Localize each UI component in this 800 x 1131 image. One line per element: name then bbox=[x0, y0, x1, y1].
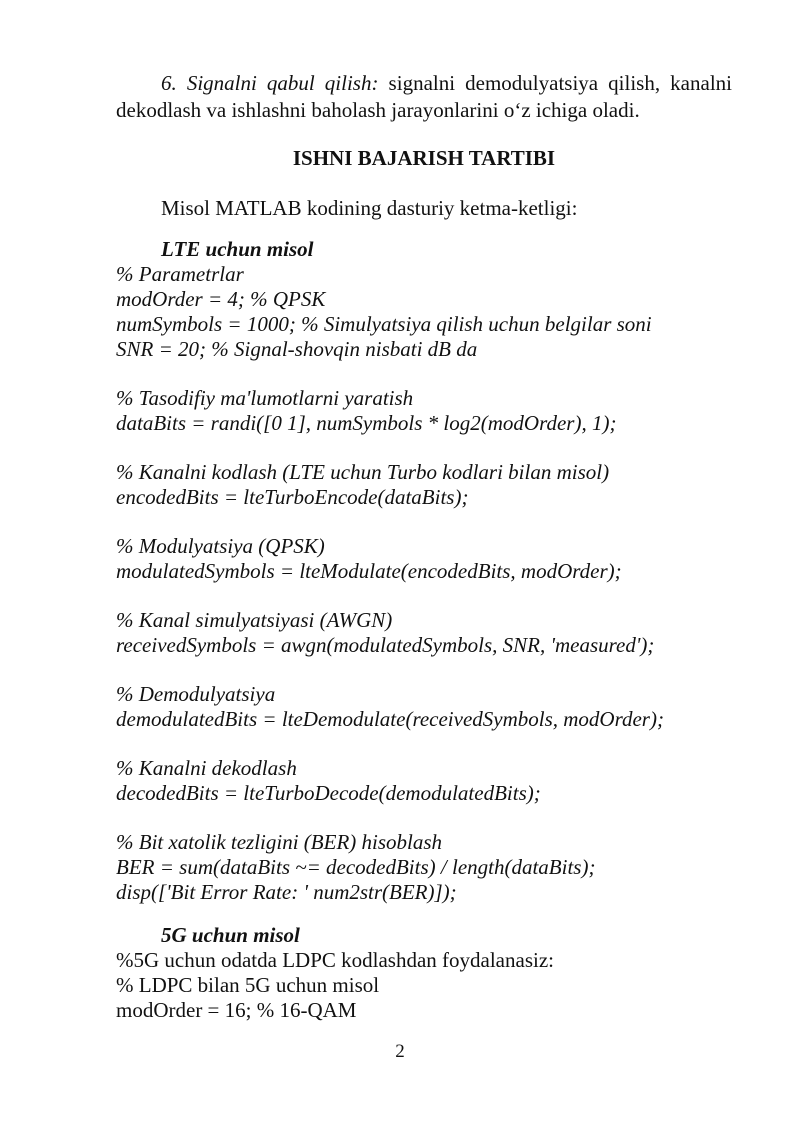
code-line: SNR = 20; % Signal-shovqin nisbati dB da bbox=[116, 337, 478, 361]
code-line: disp(['Bit Error Rate: ' num2str(BER)]); bbox=[116, 880, 457, 904]
code-line: modulatedSymbols = lteModulate(encodedBits, modOrder); bbox=[116, 559, 622, 583]
code-line: encodedBits = lteTurboEncode(dataBits); bbox=[116, 485, 469, 509]
lte-example-title: LTE uchun misol bbox=[161, 237, 314, 261]
code-line: % Demodulyatsiya bbox=[116, 682, 276, 706]
fiveg-example-title: 5G uchun misol bbox=[161, 923, 300, 947]
intro2-text: Misol MATLAB kodining dasturiy ketma-ketligi: bbox=[161, 196, 578, 220]
code-line: % Kanalni dekodlash bbox=[116, 756, 297, 780]
code-line: % Parametrlar bbox=[116, 262, 244, 286]
intro-paragraph bbox=[116, 70, 732, 124]
code-line: BER = sum(dataBits ~= decodedBits) / length(dataBits); bbox=[116, 855, 596, 879]
code-line: % Bit xatolik tezligini (BER) hisoblash bbox=[116, 830, 443, 854]
text-line: %5G uchun odatda LDPC kodlashdan foydalanasiz: bbox=[116, 948, 554, 972]
code-line: % Tasodifiy ma'lumotlarni yaratish bbox=[116, 386, 414, 410]
section-heading: ISHNI BAJARISH TARTIBI bbox=[292, 146, 556, 170]
code-line: % Kanalni kodlash (LTE uchun Turbo kodlari bilan misol) bbox=[116, 460, 610, 484]
text-line: modOrder = 16; % 16-QAM bbox=[116, 998, 357, 1022]
text-line: % LDPC bilan 5G uchun misol bbox=[116, 973, 380, 997]
code-line: % Modulyatsiya (QPSK) bbox=[116, 534, 325, 558]
code-line: decodedBits = lteTurboDecode(demodulatedBits); bbox=[116, 781, 541, 805]
intro-lead: 6. Signalni qabul qilish: bbox=[161, 71, 379, 95]
page-number: 2 bbox=[395, 1041, 405, 1062]
code-line: dataBits = randi([0 1], numSymbols * log2(modOrder), 1); bbox=[116, 411, 617, 435]
code-line: numSymbols = 1000; % Simulyatsiya qilish uchun belgilar soni bbox=[116, 312, 652, 336]
code-line: receivedSymbols = awgn(modulatedSymbols, SNR, 'measured'); bbox=[116, 633, 655, 657]
code-line: modOrder = 4; % QPSK bbox=[116, 287, 326, 311]
code-line: demodulatedBits = lteDemodulate(receivedSymbols, modOrder); bbox=[116, 707, 664, 731]
intro-body: signalni demodulyatsiya qilish, kanalni dekodlash va ishlashni baholash jarayonlarini o‘z ichiga oladi. bbox=[116, 71, 732, 122]
code-line: % Kanal simulyatsiyasi (AWGN) bbox=[116, 608, 393, 632]
